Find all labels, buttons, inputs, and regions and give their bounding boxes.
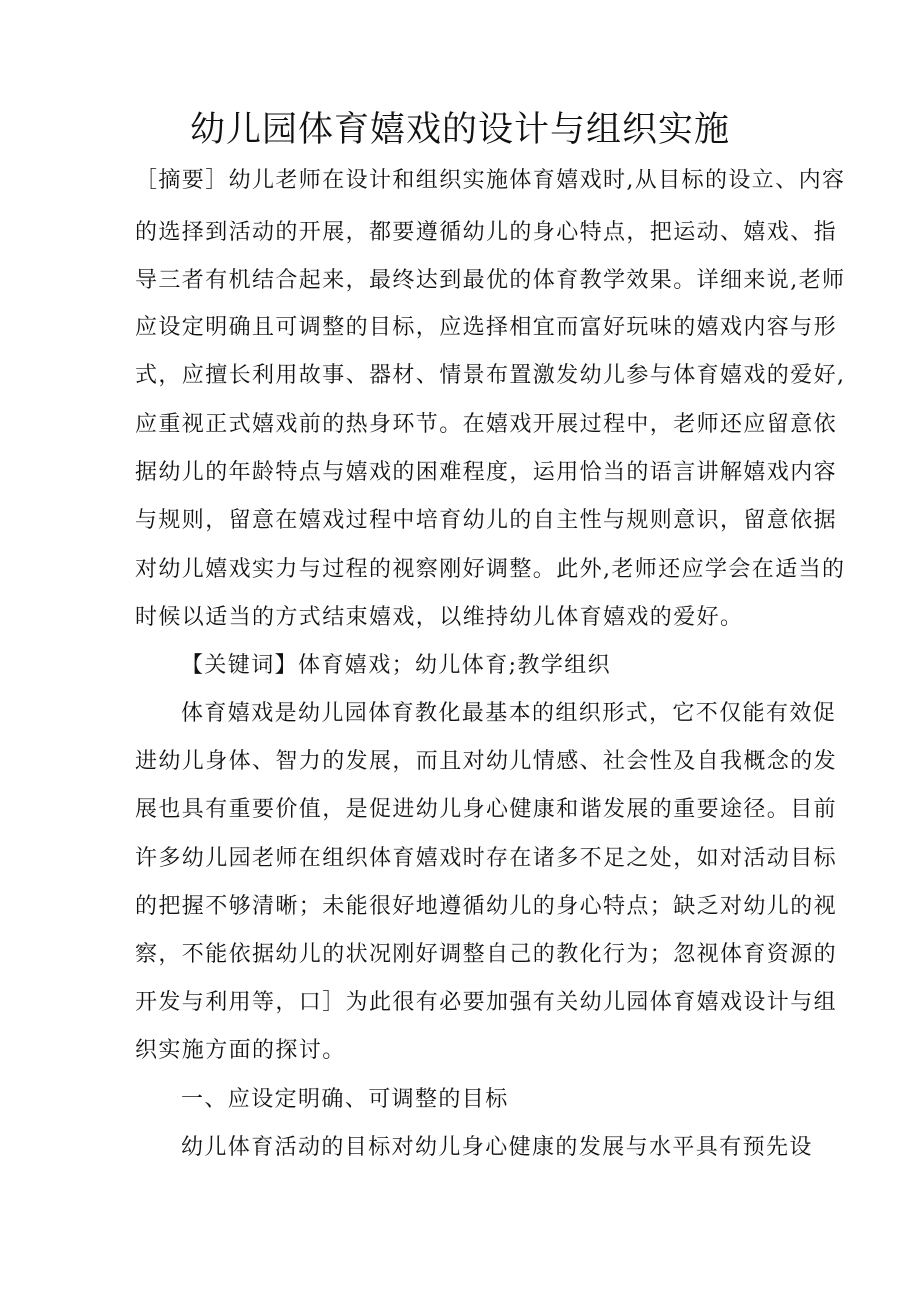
keywords: 【关键词】体育嬉戏；幼儿体育;教学组织 <box>181 653 612 678</box>
intro-line: 察，不能依据幼儿的状况刚好调整自己的教化行为；忽视体育资源的 <box>135 942 838 967</box>
abstract-line: 据幼儿的年龄特点与嬉戏的困难程度，运用恰当的语言讲解嬉戏内容 <box>135 460 838 485</box>
intro-line: 织实施方面的探讨。 <box>135 1038 346 1063</box>
intro-line: 进幼儿身体、智力的发展，而且对幼儿情感、社会性及自我概念的发 <box>135 749 838 774</box>
abstract-line: 时候以适当的方式结束嬉戏，以维持幼儿体育嬉戏的爱好。 <box>135 605 744 630</box>
abstract-line: 式，应擅长利用故事、器材、情景布置激发幼儿参与体育嬉戏的爱好, <box>135 363 846 388</box>
abstract-line: 的选择到活动的开展，都要遵循幼儿的身心特点，把运动、嬉戏、指 <box>135 220 838 245</box>
intro-line: 开发与利用等，口］为此很有必要加强有关幼儿园体育嬉戏设计与组 <box>135 990 838 1015</box>
abstract-line: 导三者有机结合起来，最终达到最优的体育教学效果。详细来说,老师 <box>135 268 846 293</box>
section-heading: 一、应设定明确、可调整的目标 <box>181 1087 509 1112</box>
intro-line: 展也具有重要价值，是促进幼儿身心健康和谐发展的重要途径。目前 <box>135 797 838 822</box>
body-line: 幼儿体育活动的目标对幼儿身心健康的发展与水平具有预先设 <box>181 1135 813 1160</box>
abstract-line: 与规则，留意在嬉戏过程中培育幼儿的自主性与规则意识，留意依据 <box>135 508 838 533</box>
abstract-line: 应设定明确且可调整的目标，应选择相宜而富好玩味的嬉戏内容与形 <box>135 315 838 340</box>
intro-line: 体育嬉戏是幼儿园体育教化最基本的组织形式，它不仅能有效促 <box>181 701 837 726</box>
intro-line: 许多幼儿园老师在组织体育嬉戏时存在诸多不足之处，如对活动目标 <box>135 846 838 871</box>
abstract-line: 对幼儿嬉戏实力与过程的视察刚好调整。此外,老师还应学会在适当的 <box>135 557 846 582</box>
abstract-line: ［摘要］幼儿老师在设计和组织实施体育嬉戏时,从目标的设立、内容 <box>135 168 846 193</box>
intro-line: 的把握不够清晰；未能很好地遵循幼儿的身心特点；缺乏对幼儿的视 <box>135 894 838 919</box>
document-title: 幼儿园体育嬉戏的设计与组织实施 <box>189 110 730 150</box>
abstract-line: 应重视正式嬉戏前的热身环节。在嬉戏开展过程中，老师还应留意依 <box>135 412 838 437</box>
